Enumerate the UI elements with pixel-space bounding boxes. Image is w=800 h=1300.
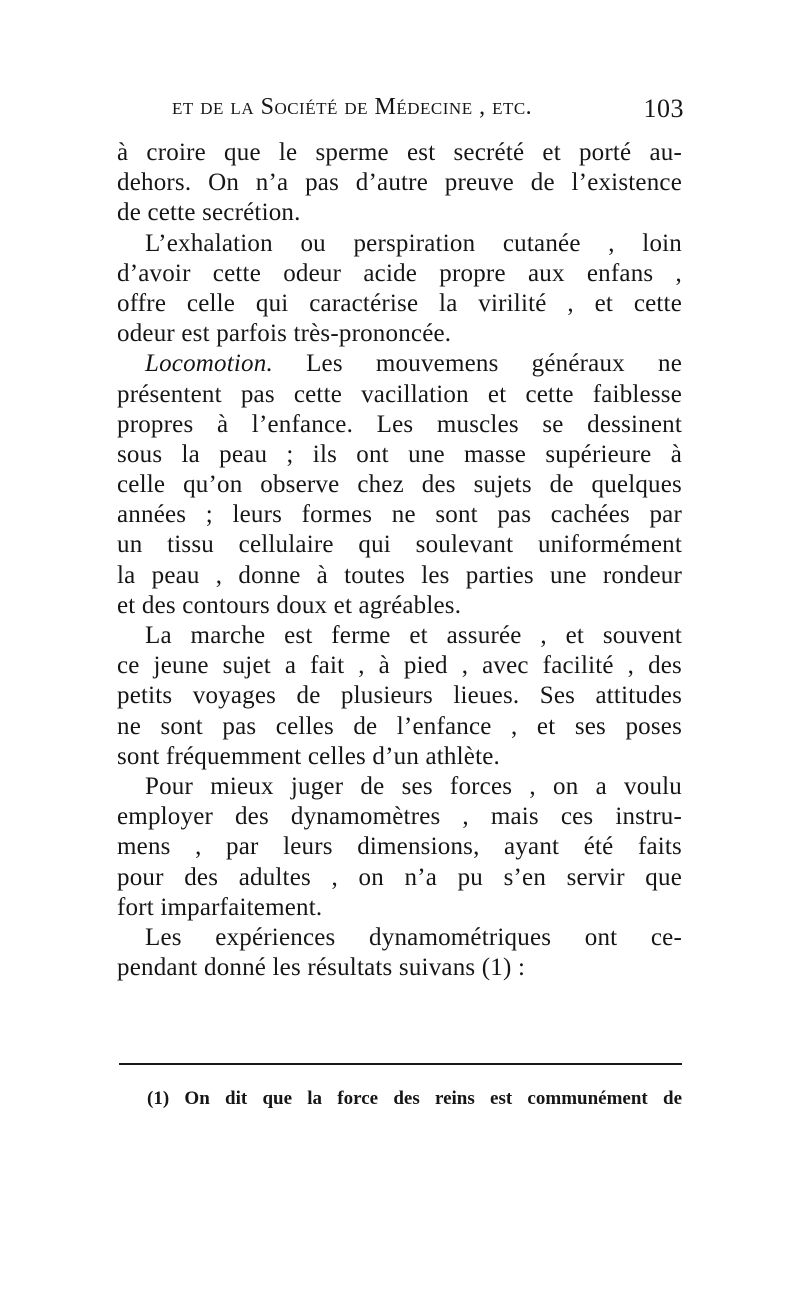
text-line: offre celle qui caractérise la virilité , et cette	[117, 289, 682, 317]
text-line: celle qu’on observe chez des sujets de quelques	[117, 471, 682, 499]
text-line: ce jeune sujet a fait , à pied , avec facilité , des	[117, 652, 682, 680]
text-line: dehors. On n’a pas d’autre preuve de l’existence	[117, 169, 682, 197]
running-head-title: et de la Société de Médecine , etc.	[172, 94, 533, 120]
running-head	[172, 94, 684, 134]
text-line: Pour mieux juger de ses forces , on a voulu	[145, 772, 682, 800]
text-line-locomotion-rest: Les mouvemens généraux ne	[306, 350, 683, 378]
text-line: propres à l’enfance. Les muscles se dessinent	[117, 410, 682, 438]
text-line: pendant donné les résultats suivans (1) :	[117, 954, 526, 982]
text-line: employer des dynamomètres , mais ces instru-	[117, 803, 682, 831]
text-line: années ; leurs formes ne sont pas cachées par	[117, 501, 682, 529]
text-line: un tissu cellulaire qui soulevant uniformément	[117, 531, 682, 559]
text-line: sont fréquemment celles d’un athlète.	[117, 742, 500, 770]
text-line: à croire que le sperme est secrété et porté au-	[117, 139, 682, 166]
footnote: (1) On dit que la force des reins est communément de	[147, 1088, 682, 1109]
section-heading-locomotion: Locomotion.	[145, 350, 273, 378]
text-line: odeur est parfois très-prononcée.	[117, 320, 452, 348]
text-line: et des contours doux et agréables.	[117, 591, 462, 619]
text-line: Les expériences dynamométriques ont ce-	[145, 923, 682, 951]
page-number: 103	[643, 94, 684, 123]
body-text	[117, 138, 682, 983]
text-line: la peau , donne à toutes les parties une rondeur	[117, 561, 682, 589]
text-line: présentent pas cette vacillation et cette faiblesse	[117, 380, 682, 408]
text-line: ne sont pas celles de l’enfance , et ses poses	[117, 712, 682, 740]
text-line: de cette secrétion.	[117, 199, 301, 227]
text-line: pour des adultes , on n’a pu s’en servir que	[117, 863, 682, 891]
footnote-rule	[119, 1063, 682, 1065]
text-line: mens , par leurs dimensions, ayant été faits	[117, 833, 682, 861]
text-line: L’exhalation ou perspiration cutanée , loin	[145, 229, 682, 257]
text-line: La marche est ferme et assurée , et souvent	[145, 622, 682, 649]
text-line: fort imparfaitement.	[117, 893, 323, 921]
text-line: petits voyages de plusieurs lieues. Ses attitudes	[117, 682, 682, 710]
text-line: sous la peau ; ils ont une masse supérieure à	[117, 440, 682, 468]
text-line: d’avoir cette odeur acide propre aux enfans ,	[117, 259, 682, 287]
text-line-locomotion	[117, 349, 682, 379]
